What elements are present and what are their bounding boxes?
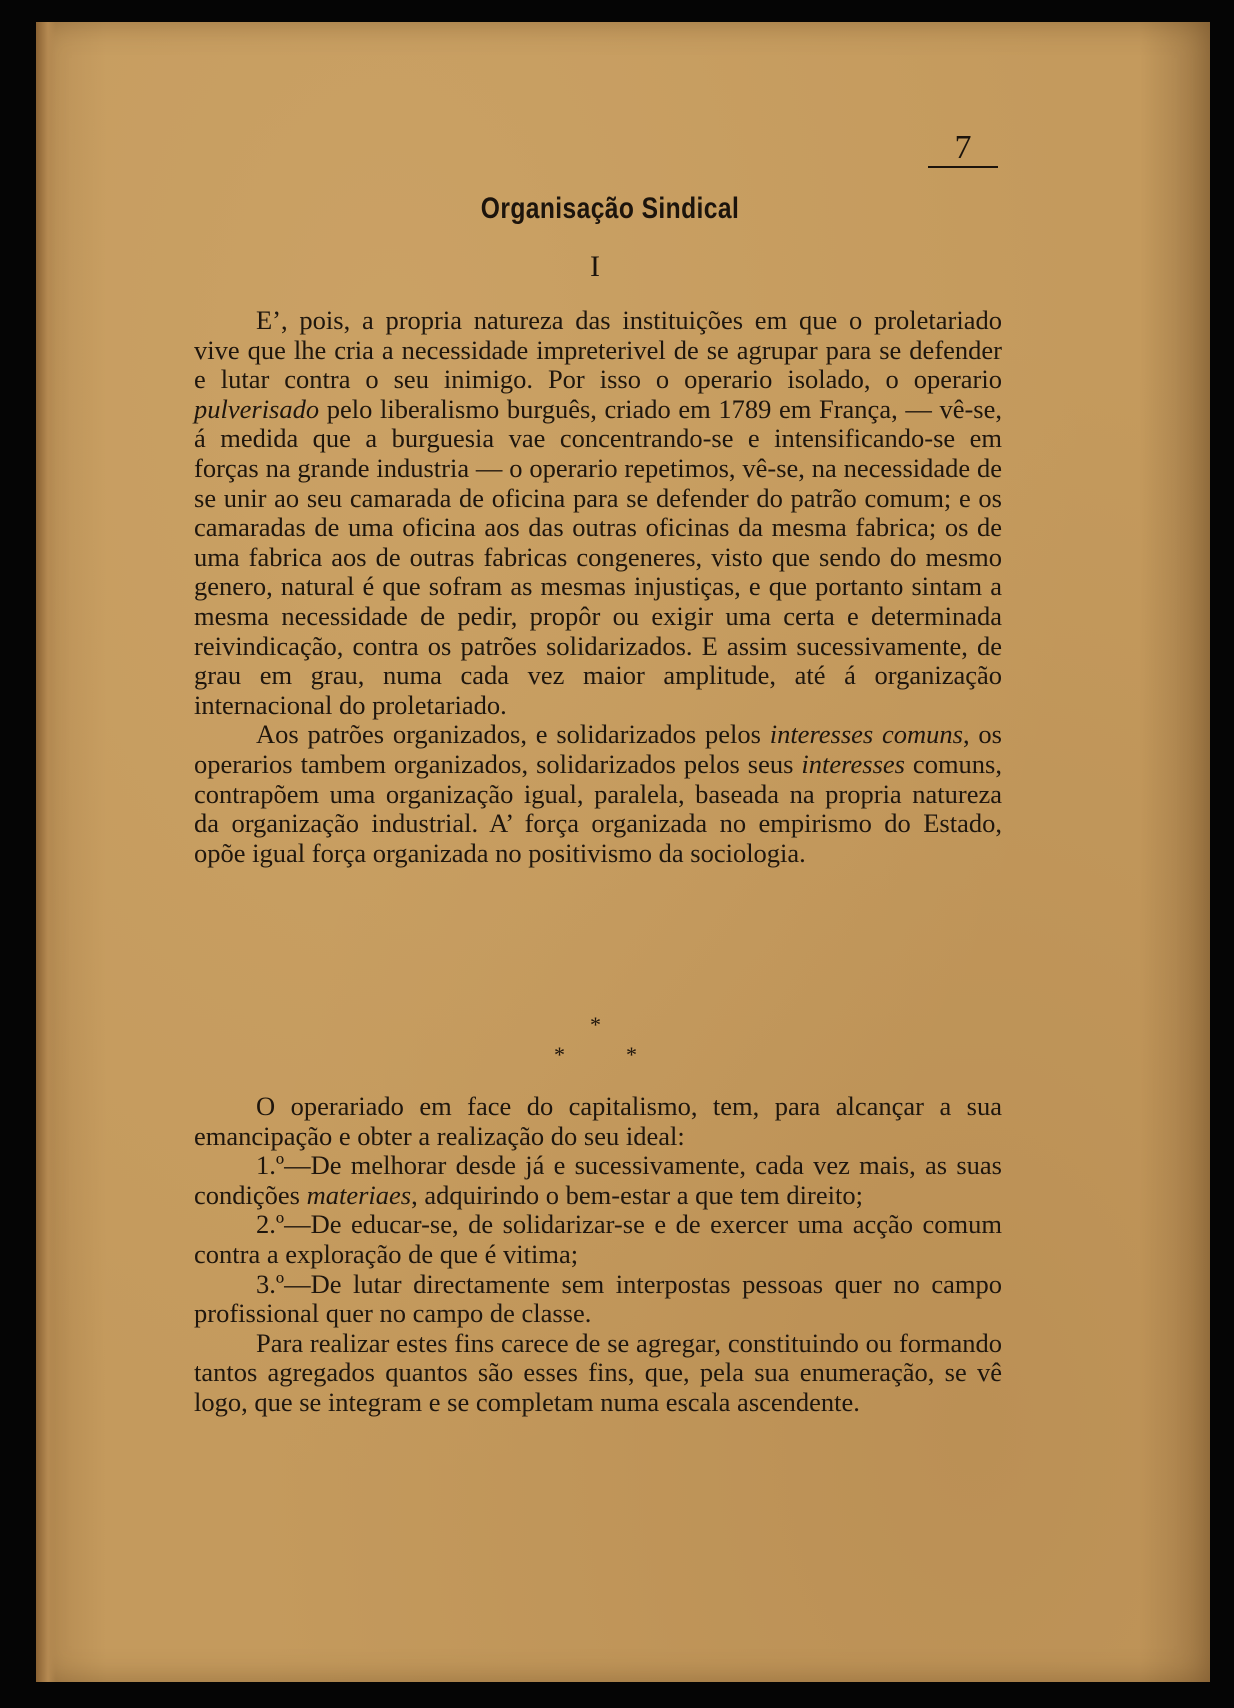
list-item: 2.º—De educar-se, de solidarizar-se e de exercer uma acção comum contra a exploração de que é vitima; xyxy=(194,1209,1002,1269)
paragraph-text: pelo liberalismo burguês, criado em 1789 em França, — vê-se, á medida que a burguesia vae concentrando-se e intensificando-se em forças na grande industria — o operario repetimos, vê-se, na necessidade de se unir ao seu camarada de oficina para se defender do patrão comum; e os camaradas de uma oficina aos das outras oficinas da mesma fabrica; os de uma fabrica aos de outras fabricas congeneres, visto que sendo do mesmo genero, natural é que sofram as mesmas injustiças, e que portanto sintam a mesma necessidade de pedir, propôr ou exigir uma certa e determinada reivindicação, contra os patrões solidarizados. E assim sucessivamente, de grau em grau, numa cada vez maior amplitude, até á organização internacional do proletariado. xyxy=(194,393,1002,720)
list-item-text: 1.º—De melhorar desde já e sucessivamente, cada vez mais, as suas condições xyxy=(194,1150,1002,1210)
italic-term: pulverisado xyxy=(194,393,320,424)
paragraph-text: E’, pois, a propria natureza das instituições em que o proletariado vive que lhe cria a necessidade impreterivel de se agrupar para se defender e lutar contra o seu inimigo. Por isso o operario isolado, o operario xyxy=(194,305,1002,395)
page-binding-edge xyxy=(36,22,56,1682)
paragraph xyxy=(194,720,1002,868)
italic-term: materiaes xyxy=(306,1179,412,1210)
paragraph xyxy=(194,306,1002,720)
section-two-text xyxy=(194,1092,1002,1418)
section-one-text xyxy=(194,306,1002,868)
italic-term: interesses xyxy=(801,748,905,779)
section-numeral: I xyxy=(590,250,600,283)
page-number: 7 xyxy=(928,130,998,168)
list-item: 3.º—De lutar directamente sem interpostas pessoas quer no campo profissional quer no campo de classe. xyxy=(194,1268,1002,1329)
asterisk-icon: * xyxy=(626,1042,637,1067)
paragraph-text: , os operarios tambem organizados, solidarizados pelos seus xyxy=(194,719,1002,779)
paragraph: O operariado em face do capitalismo, tem, para alcançar a sua emancipação e obter a realização do seu ideal: xyxy=(194,1091,1002,1151)
asterisk-icon: * xyxy=(554,1042,565,1067)
paragraph: Para realizar estes fins carece de se agregar, constituindo ou formando tantos agregados quantos são esses fins, que, pela sua enumeração, se vê logo, que se integram e se completam numa escala ascendente. xyxy=(194,1327,1002,1417)
section-divider-asterism xyxy=(540,1012,660,1068)
list-item xyxy=(194,1151,1002,1210)
paragraph-text: Aos patrões organizados, e solidarizados pelos xyxy=(256,719,770,750)
asterisk-icon: * xyxy=(590,1012,601,1037)
italic-term: interesses comuns xyxy=(769,719,963,750)
list-item-text: , adquirindo o bem-estar a que tem direito; xyxy=(411,1179,863,1210)
paragraph-text: comuns, contrapõem uma organização igual, paralela, baseada na propria natureza da organização industrial. A’ força organizada no empirismo do Estado, opõe igual força organizada no positivismo da sociologia. xyxy=(194,748,1002,868)
chapter-title: Organisação Sindical xyxy=(480,192,740,225)
